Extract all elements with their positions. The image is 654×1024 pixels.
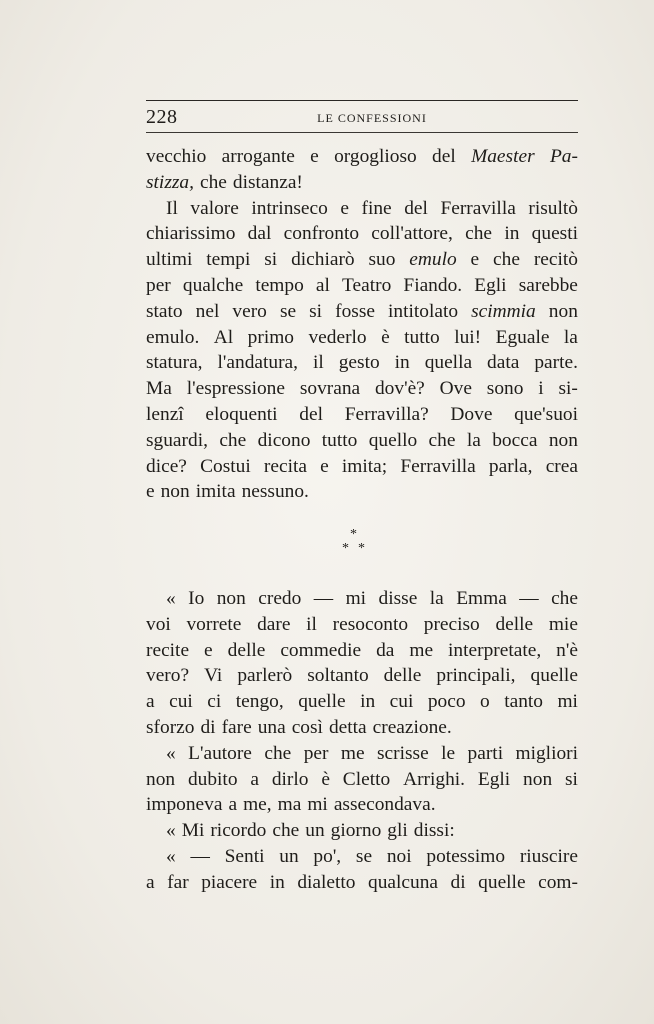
word: qualche bbox=[182, 274, 244, 296]
word: soltanto bbox=[307, 665, 369, 687]
word: si bbox=[309, 300, 323, 322]
page-number: 228 bbox=[146, 106, 178, 128]
word: dissi: bbox=[413, 820, 455, 842]
word: poco bbox=[427, 691, 466, 713]
word: — bbox=[519, 588, 539, 609]
word: com- bbox=[538, 871, 578, 893]
text-line bbox=[146, 870, 578, 896]
paragraph bbox=[146, 741, 578, 818]
word: la bbox=[429, 588, 444, 609]
word: che bbox=[551, 588, 578, 609]
word: creazione. bbox=[372, 716, 452, 738]
word: vero? bbox=[146, 665, 190, 687]
word: tutto bbox=[404, 326, 440, 348]
word: le bbox=[441, 742, 456, 764]
word: non bbox=[160, 481, 190, 503]
word: « bbox=[166, 588, 176, 609]
word: dov'è? bbox=[374, 378, 425, 400]
paragraph bbox=[146, 196, 578, 506]
word: quelle bbox=[478, 871, 526, 893]
word: mi bbox=[557, 691, 578, 713]
page-header bbox=[146, 100, 578, 132]
word: lenzî bbox=[146, 403, 184, 425]
word: i bbox=[538, 378, 544, 400]
text-line bbox=[146, 196, 578, 222]
paragraph bbox=[146, 144, 578, 196]
word: cui bbox=[169, 691, 193, 713]
word: principali, bbox=[436, 665, 516, 687]
word: per bbox=[146, 274, 171, 296]
word: non bbox=[548, 300, 578, 322]
text-line bbox=[146, 767, 578, 793]
word: Cletto bbox=[342, 768, 391, 790]
word: dubito bbox=[187, 768, 238, 790]
word: Al bbox=[213, 326, 234, 348]
word: eloquenti bbox=[205, 403, 278, 425]
word: ultimi bbox=[146, 249, 193, 271]
word: Vi bbox=[204, 665, 223, 687]
paragraph bbox=[146, 818, 578, 844]
word: a bbox=[250, 768, 259, 790]
text-line bbox=[146, 428, 578, 454]
word: quella bbox=[424, 352, 473, 374]
word: mi bbox=[307, 794, 328, 816]
word: L'autore bbox=[188, 742, 252, 764]
word: que'suoi bbox=[514, 403, 578, 425]
word: imita bbox=[195, 481, 236, 503]
text-line bbox=[146, 325, 578, 351]
text-line bbox=[146, 792, 578, 818]
word: nessuno. bbox=[241, 481, 309, 503]
word: recite bbox=[146, 639, 190, 661]
text-block-after-break bbox=[146, 586, 578, 896]
word: far bbox=[167, 871, 189, 893]
word: nel bbox=[195, 300, 220, 322]
text-line bbox=[146, 638, 578, 664]
word: Arrighi. bbox=[403, 768, 465, 790]
word: non bbox=[216, 588, 246, 609]
word: così bbox=[291, 716, 323, 738]
word: la bbox=[466, 429, 481, 451]
word: quelle bbox=[530, 665, 578, 687]
word: stato bbox=[146, 300, 183, 322]
word: Maester bbox=[471, 146, 535, 167]
text-line bbox=[146, 818, 578, 844]
word: per bbox=[303, 742, 329, 764]
word: che bbox=[428, 429, 456, 451]
word: Senti bbox=[224, 845, 265, 867]
text-line bbox=[146, 741, 578, 767]
word: gesto bbox=[338, 352, 380, 374]
word: Fiando. bbox=[403, 274, 463, 296]
text-line bbox=[146, 454, 578, 480]
word: distanza! bbox=[232, 171, 303, 193]
word: fosse bbox=[335, 300, 375, 322]
word: tanto bbox=[504, 691, 543, 713]
text-line bbox=[146, 844, 578, 870]
word: mie bbox=[548, 613, 578, 635]
word: confronto bbox=[283, 223, 360, 245]
word: Emma bbox=[456, 588, 507, 609]
word: in bbox=[360, 691, 376, 713]
word: Egli bbox=[477, 768, 511, 790]
word: Io bbox=[188, 588, 205, 609]
word: risultò bbox=[528, 197, 578, 219]
word: — bbox=[190, 845, 210, 867]
word: arrogante bbox=[221, 146, 295, 167]
word: commedie bbox=[280, 639, 362, 661]
word: Pa- bbox=[549, 146, 578, 167]
word: giorno bbox=[330, 820, 382, 842]
word: intrinseco bbox=[251, 197, 328, 219]
word: parti bbox=[467, 742, 504, 764]
word: vederlo bbox=[308, 326, 367, 348]
word: il bbox=[312, 352, 324, 374]
word: preciso bbox=[423, 613, 480, 635]
word: gli bbox=[387, 820, 408, 842]
word: imita; bbox=[341, 455, 388, 477]
word: dialetto bbox=[297, 871, 356, 893]
asterism-star: * bbox=[358, 541, 365, 556]
word: non bbox=[523, 768, 553, 790]
word: statura, bbox=[146, 352, 203, 374]
text-line bbox=[146, 689, 578, 715]
word: questi bbox=[531, 223, 578, 245]
word: è bbox=[321, 768, 330, 790]
word: Teatro bbox=[342, 274, 392, 296]
asterism-star: * bbox=[350, 527, 357, 542]
word: si- bbox=[558, 378, 578, 400]
word: dichiarò bbox=[291, 249, 355, 271]
word: in bbox=[269, 871, 285, 893]
word: dice? bbox=[146, 455, 187, 477]
word: a bbox=[146, 691, 155, 713]
word: tempo bbox=[255, 274, 304, 296]
word: ma bbox=[277, 794, 302, 816]
text-line bbox=[146, 144, 578, 170]
paragraph bbox=[146, 586, 578, 741]
header-top-rule bbox=[146, 100, 578, 101]
word: del bbox=[404, 197, 428, 219]
word: che bbox=[264, 742, 292, 764]
word: in bbox=[504, 223, 520, 245]
word: delle bbox=[495, 613, 534, 635]
word: dicono bbox=[257, 429, 311, 451]
word: e bbox=[204, 639, 213, 661]
word: e bbox=[340, 197, 349, 219]
word: che bbox=[272, 820, 300, 842]
word: bocca bbox=[492, 429, 538, 451]
word: sovrana bbox=[299, 378, 361, 400]
word: orgoglioso bbox=[334, 146, 417, 167]
word: Mi bbox=[181, 820, 205, 842]
word: crea bbox=[545, 455, 578, 477]
text-line bbox=[146, 221, 578, 247]
word: suo bbox=[368, 249, 396, 271]
word: che bbox=[219, 429, 247, 451]
word: emulo. bbox=[146, 326, 200, 348]
word: coll'attore, bbox=[371, 223, 453, 245]
word: e bbox=[470, 249, 480, 271]
word: un bbox=[279, 845, 299, 867]
word: in bbox=[394, 352, 410, 374]
word: « bbox=[166, 845, 176, 867]
text-line bbox=[146, 663, 578, 689]
text-line bbox=[146, 376, 578, 402]
word: che bbox=[493, 249, 520, 271]
word: qualcuna bbox=[368, 871, 439, 893]
word: un bbox=[305, 820, 325, 842]
word: po', bbox=[313, 845, 342, 867]
word: resoconto bbox=[332, 613, 409, 635]
word: cui bbox=[389, 691, 414, 713]
text-line bbox=[146, 170, 578, 196]
word: Il bbox=[166, 197, 178, 219]
paragraph bbox=[146, 844, 578, 896]
word: recita bbox=[263, 455, 307, 477]
word: lui! bbox=[454, 326, 482, 348]
word: e bbox=[310, 146, 319, 167]
word: valore bbox=[190, 197, 239, 219]
word: parlerò bbox=[237, 665, 293, 687]
header-bottom-rule bbox=[146, 132, 578, 133]
word: detta bbox=[328, 716, 367, 738]
word: se bbox=[279, 300, 297, 322]
word: ci bbox=[207, 691, 222, 713]
word: ricordo bbox=[210, 820, 267, 842]
word: imponeva bbox=[146, 794, 223, 816]
word: sguardi, bbox=[146, 429, 208, 451]
word: me bbox=[409, 639, 434, 661]
word: non bbox=[146, 768, 176, 790]
word: tempi bbox=[206, 249, 251, 271]
word: Ferravilla bbox=[440, 197, 516, 219]
word: potessimo bbox=[426, 845, 506, 867]
word: l'espressione bbox=[186, 378, 285, 400]
word: Egli bbox=[474, 274, 507, 296]
word: piacere bbox=[201, 871, 258, 893]
word: dirlo bbox=[271, 768, 309, 790]
word: Dove bbox=[450, 403, 493, 425]
word: voi bbox=[146, 613, 171, 635]
word: parla, bbox=[488, 455, 533, 477]
word: primo bbox=[247, 326, 294, 348]
word: il bbox=[306, 613, 317, 635]
word: di bbox=[200, 716, 216, 738]
word: delle bbox=[227, 639, 266, 661]
word: scimmia bbox=[471, 300, 536, 322]
text-block-before-break bbox=[146, 144, 578, 505]
text-line bbox=[146, 715, 578, 741]
word: intitolato bbox=[388, 300, 459, 322]
word: data bbox=[487, 352, 520, 374]
word: — bbox=[313, 588, 334, 609]
word: e bbox=[146, 481, 155, 503]
word: da bbox=[376, 639, 395, 661]
word: la bbox=[563, 326, 578, 348]
word: mi bbox=[345, 588, 367, 609]
word: Ferravilla bbox=[400, 455, 476, 477]
word: emulo bbox=[409, 249, 457, 271]
word: vecchio bbox=[146, 146, 207, 167]
word: a bbox=[228, 794, 238, 816]
text-line bbox=[146, 350, 578, 376]
word: sarebbe bbox=[518, 274, 578, 296]
word: quello bbox=[368, 429, 418, 451]
text-line bbox=[146, 612, 578, 638]
word: noi bbox=[386, 845, 412, 867]
word: parte. bbox=[534, 352, 578, 374]
running-title: LE CONFESSIONI bbox=[317, 111, 427, 125]
word: « bbox=[166, 820, 176, 842]
word: interpretate, bbox=[448, 639, 542, 661]
word: disse bbox=[378, 588, 418, 609]
word: vero bbox=[232, 300, 267, 322]
text-line bbox=[146, 479, 578, 505]
word: tengo, bbox=[235, 691, 284, 713]
word: e bbox=[320, 455, 329, 477]
word: credo bbox=[258, 588, 302, 609]
word: Ove bbox=[439, 378, 472, 400]
text-line bbox=[146, 247, 578, 273]
word: fine bbox=[361, 197, 392, 219]
word: si bbox=[565, 768, 578, 790]
word: vorrete bbox=[186, 613, 242, 635]
word: non bbox=[548, 429, 578, 451]
word: chiarissimo bbox=[146, 223, 236, 245]
word: riuscire bbox=[519, 845, 578, 867]
word: Ferravilla? bbox=[344, 403, 429, 425]
word: sono bbox=[486, 378, 524, 400]
word: se bbox=[355, 845, 373, 867]
word: Ma bbox=[146, 378, 172, 400]
word: delle bbox=[383, 665, 422, 687]
word: che bbox=[465, 223, 493, 245]
text-line bbox=[146, 299, 578, 325]
asterism-section-break bbox=[336, 528, 376, 560]
word: una bbox=[257, 716, 286, 738]
word: fare bbox=[221, 716, 252, 738]
word: è bbox=[381, 326, 390, 348]
word: me bbox=[340, 742, 365, 764]
word: migliori bbox=[515, 742, 578, 764]
word: del bbox=[299, 403, 323, 425]
word: scrisse bbox=[377, 742, 429, 764]
word: l'andatura, bbox=[217, 352, 298, 374]
word: n'è bbox=[556, 639, 578, 661]
word: quelle bbox=[298, 691, 346, 713]
word: assecondava. bbox=[333, 794, 436, 816]
word: che bbox=[199, 171, 227, 193]
asterism-star: * bbox=[342, 541, 349, 556]
word: al bbox=[315, 274, 330, 296]
word: a bbox=[146, 871, 155, 893]
word: sforzo bbox=[146, 716, 195, 738]
word: « bbox=[166, 742, 176, 764]
word: Eguale bbox=[495, 326, 550, 348]
word: recitò bbox=[533, 249, 578, 271]
word: tutto bbox=[321, 429, 358, 451]
word: me, bbox=[243, 794, 272, 816]
word: si bbox=[264, 249, 278, 271]
word: dare bbox=[257, 613, 291, 635]
word: Costui bbox=[200, 455, 251, 477]
word: stizza, bbox=[146, 171, 194, 193]
word: di bbox=[450, 871, 466, 893]
word: o bbox=[480, 691, 490, 713]
word: del bbox=[432, 146, 456, 167]
text-line bbox=[146, 402, 578, 428]
word: dal bbox=[247, 223, 272, 245]
text-line bbox=[146, 586, 578, 612]
text-line bbox=[146, 273, 578, 299]
